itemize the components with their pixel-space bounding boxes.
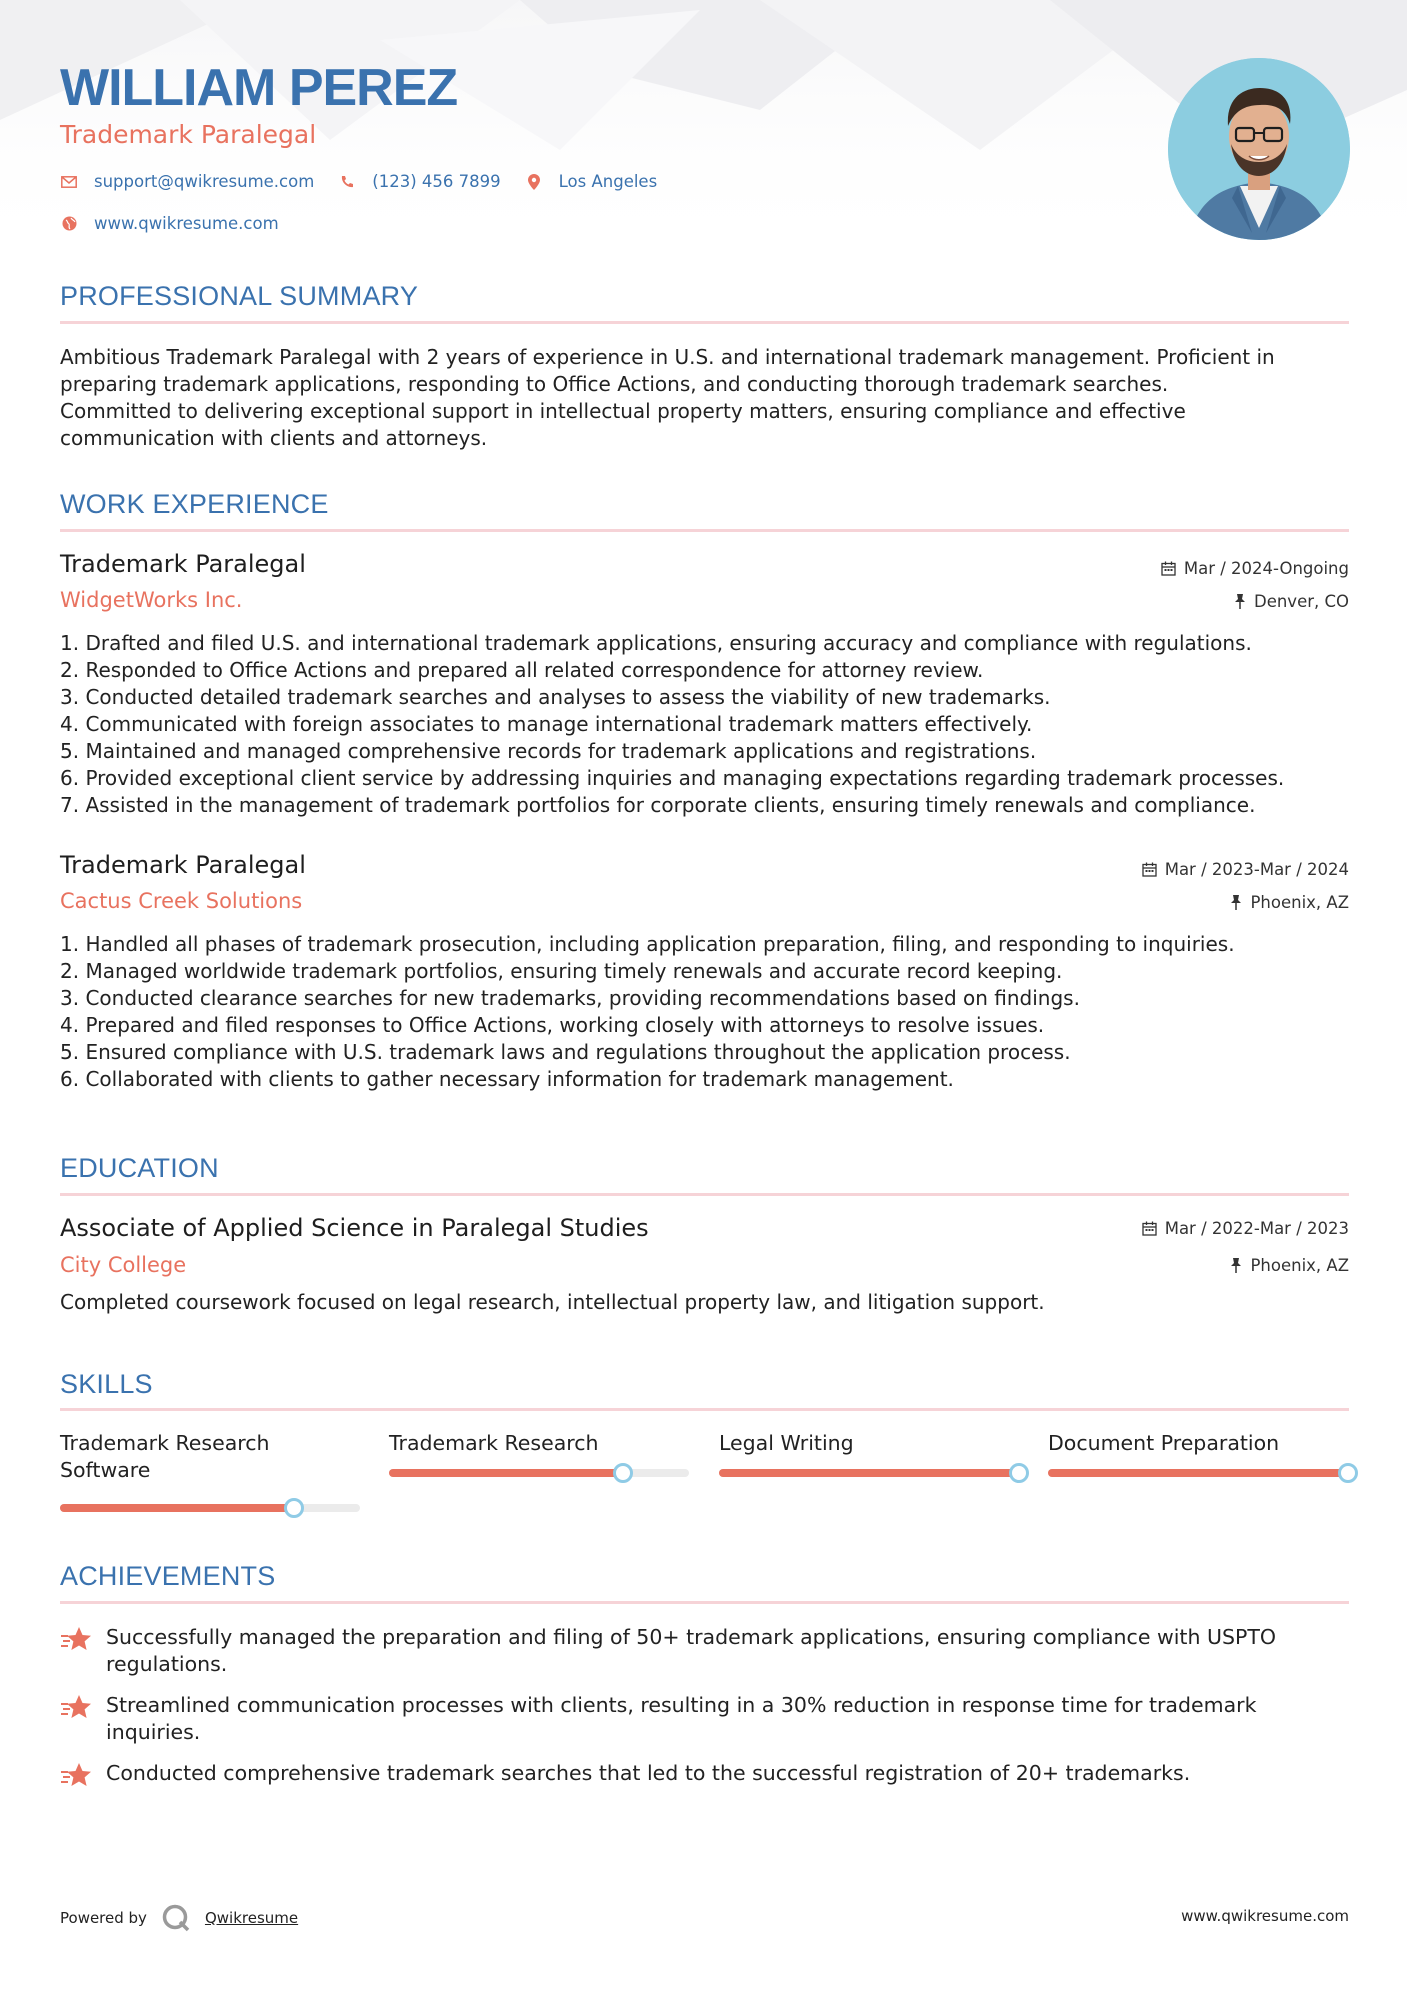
summary-line: Committed to delivering exceptional support in intellectual property matters, ensuring compliance and effective — [60, 399, 1186, 423]
achievement-item — [60, 1624, 1350, 1678]
achievement-line: inquiries. — [106, 1720, 201, 1744]
section-divider — [60, 321, 1349, 324]
section-divider — [60, 1193, 1349, 1196]
star-icon — [60, 1760, 92, 1792]
list-item: 4. Communicated with foreign associates to manage international trademark matters effectively. — [60, 712, 1033, 736]
candidate-role: Trademark Paralegal — [60, 120, 317, 149]
skill-level-knob — [1009, 1463, 1029, 1483]
list-item: 1. Drafted and filed U.S. and international trademark applications, ensuring accuracy and compliance with regulations. — [60, 631, 1252, 655]
footer-website-link[interactable]: www.qwikresume.com — [1181, 1907, 1349, 1925]
list-item: 5. Maintained and managed comprehensive records for trademark applications and registrations. — [60, 739, 1037, 763]
achievement-text — [106, 1760, 1346, 1792]
skill-label-continued: Software — [60, 1458, 151, 1482]
education-dates — [1142, 1219, 1349, 1238]
pushpin-icon — [1230, 1258, 1242, 1273]
map-pin-icon — [525, 173, 543, 191]
education-dates-text: Mar / 2022-Mar / 2023 — [1164, 1219, 1349, 1238]
skill-level-fill — [719, 1469, 1019, 1477]
job-dates-text: Mar / 2024-Ongoing — [1183, 559, 1349, 578]
skill-label: Trademark Research — [389, 1431, 599, 1455]
achievement-item — [60, 1692, 1350, 1746]
star-icon — [60, 1692, 92, 1724]
list-item: 1. Handled all phases of trademark prosecution, including application preparation, filing, and responding to inquiries. — [60, 932, 1235, 956]
pushpin-icon — [1234, 594, 1246, 609]
job-dates — [1161, 559, 1349, 578]
skill-item — [719, 1430, 1019, 1457]
skill-level-knob — [1338, 1463, 1358, 1483]
calendar-icon — [1161, 561, 1176, 576]
skill-level-bar — [60, 1504, 360, 1512]
job-dates — [1142, 860, 1349, 879]
list-item: 6. Provided exceptional client service by addressing inquiries and managing expectations regarding trademark processes. — [60, 766, 1285, 790]
skill-item — [389, 1430, 689, 1457]
pushpin-icon — [1230, 895, 1242, 910]
skill-level-fill — [60, 1504, 294, 1512]
envelope-icon — [60, 173, 78, 191]
location-text: Los Angeles — [558, 172, 658, 191]
summary-line: Ambitious Trademark Paralegal with 2 years of experience in U.S. and international trademark management. Proficient in — [60, 345, 1275, 369]
job-dates-text: Mar / 2023-Mar / 2024 — [1164, 860, 1349, 879]
skill-item — [60, 1430, 360, 1484]
summary-text — [60, 344, 1350, 452]
achievement-text — [106, 1692, 1346, 1746]
achievement-text — [106, 1624, 1346, 1678]
education-location-text: Phoenix, AZ — [1250, 1256, 1349, 1275]
job-location — [1230, 893, 1349, 912]
section-title-education: EDUCATION — [60, 1153, 219, 1183]
skill-item — [1048, 1430, 1348, 1457]
list-item: 3. Conducted clearance searches for new trademarks, providing recommendations based on findings. — [60, 986, 1080, 1010]
list-item: 7. Assisted in the management of trademark portfolios for corporate clients, ensuring timely renewals and compliance. — [60, 793, 1256, 817]
skill-level-fill — [389, 1469, 623, 1477]
list-item: 3. Conducted detailed trademark searches and analyses to assess the viability of new trademarks. — [60, 685, 1051, 709]
skill-level-bar — [719, 1469, 1019, 1477]
powered-by-label: Powered by — [60, 1909, 147, 1927]
skill-level-knob — [613, 1463, 633, 1483]
company-name: Cactus Creek Solutions — [60, 889, 303, 913]
globe-icon — [60, 215, 78, 233]
list-item: 5. Ensured compliance with U.S. trademark laws and regulations throughout the application process. — [60, 1040, 1071, 1064]
section-title-experience: WORK EXPERIENCE — [60, 489, 329, 519]
job-responsibilities — [60, 630, 1360, 819]
summary-line: communication with clients and attorneys. — [60, 426, 488, 450]
achievement-line: Conducted comprehensive trademark searches that led to the successful registration of 20+ trademarks. — [106, 1761, 1191, 1785]
section-divider — [60, 1601, 1349, 1604]
job-title: Trademark Paralegal — [60, 550, 306, 578]
skill-label: Legal Writing — [719, 1431, 854, 1455]
job-responsibilities — [60, 931, 1360, 1093]
skill-level-bar — [389, 1469, 689, 1477]
calendar-icon — [1142, 1221, 1157, 1236]
website-link[interactable]: www.qwikresume.com — [94, 214, 279, 233]
list-item: 2. Managed worldwide trademark portfolios, ensuring timely renewals and accurate record keeping. — [60, 959, 1063, 983]
section-divider — [60, 1408, 1349, 1411]
section-title-achievements: ACHIEVEMENTS — [60, 1561, 276, 1591]
education-location — [1230, 1256, 1349, 1275]
footer-powered-by — [60, 1903, 298, 1933]
qwikresume-brand-link[interactable]: Qwikresume — [204, 1909, 299, 1927]
job-location-text: Phoenix, AZ — [1250, 893, 1349, 912]
company-name: WidgetWorks Inc. — [60, 588, 243, 612]
job-location — [1234, 592, 1349, 611]
skill-level-bar — [1048, 1469, 1348, 1477]
contact-row-primary — [60, 172, 681, 191]
star-icon — [60, 1624, 92, 1656]
skill-label: Document Preparation — [1048, 1431, 1280, 1455]
achievement-line: Successfully managed the preparation and filing of 50+ trademark applications, ensuring compliance with USPTO — [106, 1625, 1276, 1649]
summary-line: preparing trademark applications, responding to Office Actions, and conducting thorough trademark searches. — [60, 372, 1169, 396]
skill-level-fill — [1048, 1469, 1348, 1477]
qwikresume-logo-icon — [161, 1903, 191, 1933]
candidate-name: WILLIAM PEREZ — [60, 59, 458, 117]
skill-level-knob — [284, 1498, 304, 1518]
calendar-icon — [1142, 862, 1157, 877]
email-link[interactable]: support@qwikresume.com — [94, 172, 315, 191]
section-title-summary: PROFESSIONAL SUMMARY — [60, 281, 419, 311]
job-location-text: Denver, CO — [1253, 592, 1349, 611]
phone-icon — [338, 173, 356, 191]
profile-photo — [1168, 58, 1350, 240]
achievement-item — [60, 1760, 1350, 1792]
list-item: 4. Prepared and filed responses to Office Actions, working closely with attorneys to resolve issues. — [60, 1013, 1045, 1037]
contact-row-secondary — [60, 214, 303, 233]
list-item: 2. Responded to Office Actions and prepared all related correspondence for attorney review. — [60, 658, 984, 682]
phone-text[interactable]: (123) 456 7899 — [372, 172, 501, 191]
skill-label: Trademark Research — [60, 1431, 270, 1455]
job-title: Trademark Paralegal — [60, 851, 306, 879]
achievement-line: Streamlined communication processes with clients, resulting in a 30% reduction in response time for trademark — [106, 1693, 1257, 1717]
education-description: Completed coursework focused on legal research, intellectual property law, and litigation support. — [60, 1290, 1045, 1314]
achievement-line: regulations. — [106, 1652, 228, 1676]
section-divider — [60, 529, 1349, 532]
list-item: 6. Collaborated with clients to gather necessary information for trademark management. — [60, 1067, 954, 1091]
section-title-skills: SKILLS — [60, 1369, 153, 1399]
school-name: City College — [60, 1253, 187, 1277]
degree-title: Associate of Applied Science in Paralegal Studies — [60, 1214, 649, 1242]
